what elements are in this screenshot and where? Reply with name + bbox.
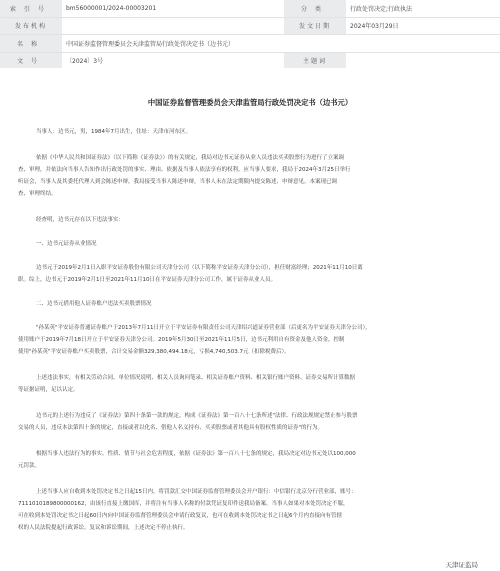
text-line: 边书元于2019年2月1日入职平安证券股份有限公司天津分公司（以下简称平安证券天津分公司），担任财富经理；2021年11月10日离 <box>36 265 363 271</box>
document-meta-table <box>0 0 500 70</box>
meta-value-date: 2024年03月29日 <box>346 17 500 35</box>
text-line: 可在收到本处罚决定书之日起60日内向中国证券监督管理委员会申请行政复议，也可在收到本处罚决定书之日起6个月内直接向有管辖 <box>18 513 343 519</box>
meta-key-subject: 主题词 <box>284 52 346 70</box>
meta-row <box>0 35 500 53</box>
meta-value-publisher <box>62 17 284 35</box>
meta-value-name: 中国证券监督管理委员会天津监管局行政处罚决定书（边书元） <box>62 35 500 53</box>
text-line: 交易的人员，违反本法第四十条的规定，直接或者以化名、借他人名义持有、买卖股票或者其他具有股权性质的证券"的行为。 <box>18 425 324 431</box>
meta-key-docno: 文号 <box>0 52 62 70</box>
text-line: 当事人：边书元，男，1984年7月出生，住址：天津市河东区。 <box>36 129 191 135</box>
meta-row <box>0 0 500 17</box>
text-line: 上述违法事实，有相关劳动合同、单位情况说明、相关人员询问笔录、相关证券账户资料、相关银行账户资料、证券交易所计算数据 <box>36 375 356 381</box>
meta-key-category: 分类 <box>284 0 346 17</box>
text-line: 查、审理终结。 <box>18 191 57 197</box>
meta-value-docno: 〔2024〕3号 <box>62 52 284 70</box>
text-line: 听证会，当事人及其委托代理人到会陈述申辩，我局接受当事人陈述申辩，当事人未在法定期限内提交陈述、申辩意见。本案现已调 <box>18 179 338 185</box>
text-line: "孙某英"平安证券普通证券账户于2013年7月11日开立于平安证券有限责任公司天津绍兴道证券营业部（后更名为平安证券天津分公司）， <box>36 325 371 331</box>
text-line: 经查明，边书元存在以下违法事实： <box>36 217 125 223</box>
meta-key-index: 索引号 <box>0 0 62 17</box>
meta-row <box>0 52 500 70</box>
meta-value-index: bm56000001/2024-00003201 <box>62 0 284 17</box>
text-line: 根据当事人违法行为的事实、性质、情节与社会危害程度，依据《证券法》第一百八十七条的规定，我局决定对边书元处以100,000 <box>36 451 356 457</box>
section-heading: 二、边书元借用他人证券账户违法买卖股票情况 <box>36 301 152 307</box>
text-line: 查、审理，并依法向当事人告知作出行政处罚的事实、理由、依据及当事人依法享有的权利。应当事人要求，我局于2024年3月25日举行 <box>18 167 351 173</box>
text-line: 依据《中华人民共和国证券法》（以下简称《证券法》）的有关规定，我局对边书元证券从业人员违法买卖股票行为进行了立案调 <box>36 155 345 161</box>
signature: 天津证监局 <box>445 561 478 569</box>
meta-row <box>0 17 500 35</box>
text-line: 边书元的上述行为违反了《证券法》第四十条第一款的规定，构成《证券法》第一百八十七条所述"法律、行政法规规定禁止参与股票 <box>36 413 358 419</box>
document-body <box>0 68 500 571</box>
section-heading: 一、边书元证券从业情况 <box>36 241 97 247</box>
meta-value-subject <box>346 52 500 70</box>
text-line: 使用"孙某英"平安证券账户买卖股票，合计交易金额329,380,494.18元，亏损4,740,503.7元（扣除税费后）。 <box>18 349 290 355</box>
meta-key-name: 名称 <box>0 35 62 53</box>
meta-key-publisher: 发布机构 <box>0 17 62 35</box>
text-line: 等证据证明，足以认定。 <box>18 387 79 393</box>
text-line: 元罚款。 <box>18 463 41 469</box>
text-line: 职。综上，边书元于2019年2月1日至2021年11月10日在平安证券天津分公司工作，属于证券从业人员。 <box>18 277 276 283</box>
meta-value-category: 行政处罚决定;行政执法 <box>346 0 500 17</box>
meta-key-date: 发文日期 <box>284 17 346 35</box>
document-title: 中国证券监督管理委员会天津监管局行政处罚决定书（边书元） <box>147 98 353 107</box>
text-line: 上述当事人应自收到本处罚决定书之日起15日内，将罚款汇交中国证券监督管理委员会开户银行：中信银行北京分行营业部，账号： <box>36 489 357 495</box>
text-line: 使用账户于2019年7月18日开立于平安证券天津分公司。2019年5月30日至2021年11月5日，边书元利用自有资金及他人资金，控制 <box>18 337 345 343</box>
text-line: 权的人民法院提起行政诉讼。复议和诉讼期间，上述决定不停止执行。 <box>18 525 189 531</box>
text-line: 7111010189800000162，由该行直接上缴国库，并将注有当事人名称的付款凭证复印件送我局备案。当事人如果对本处罚决定不服， <box>18 501 349 507</box>
